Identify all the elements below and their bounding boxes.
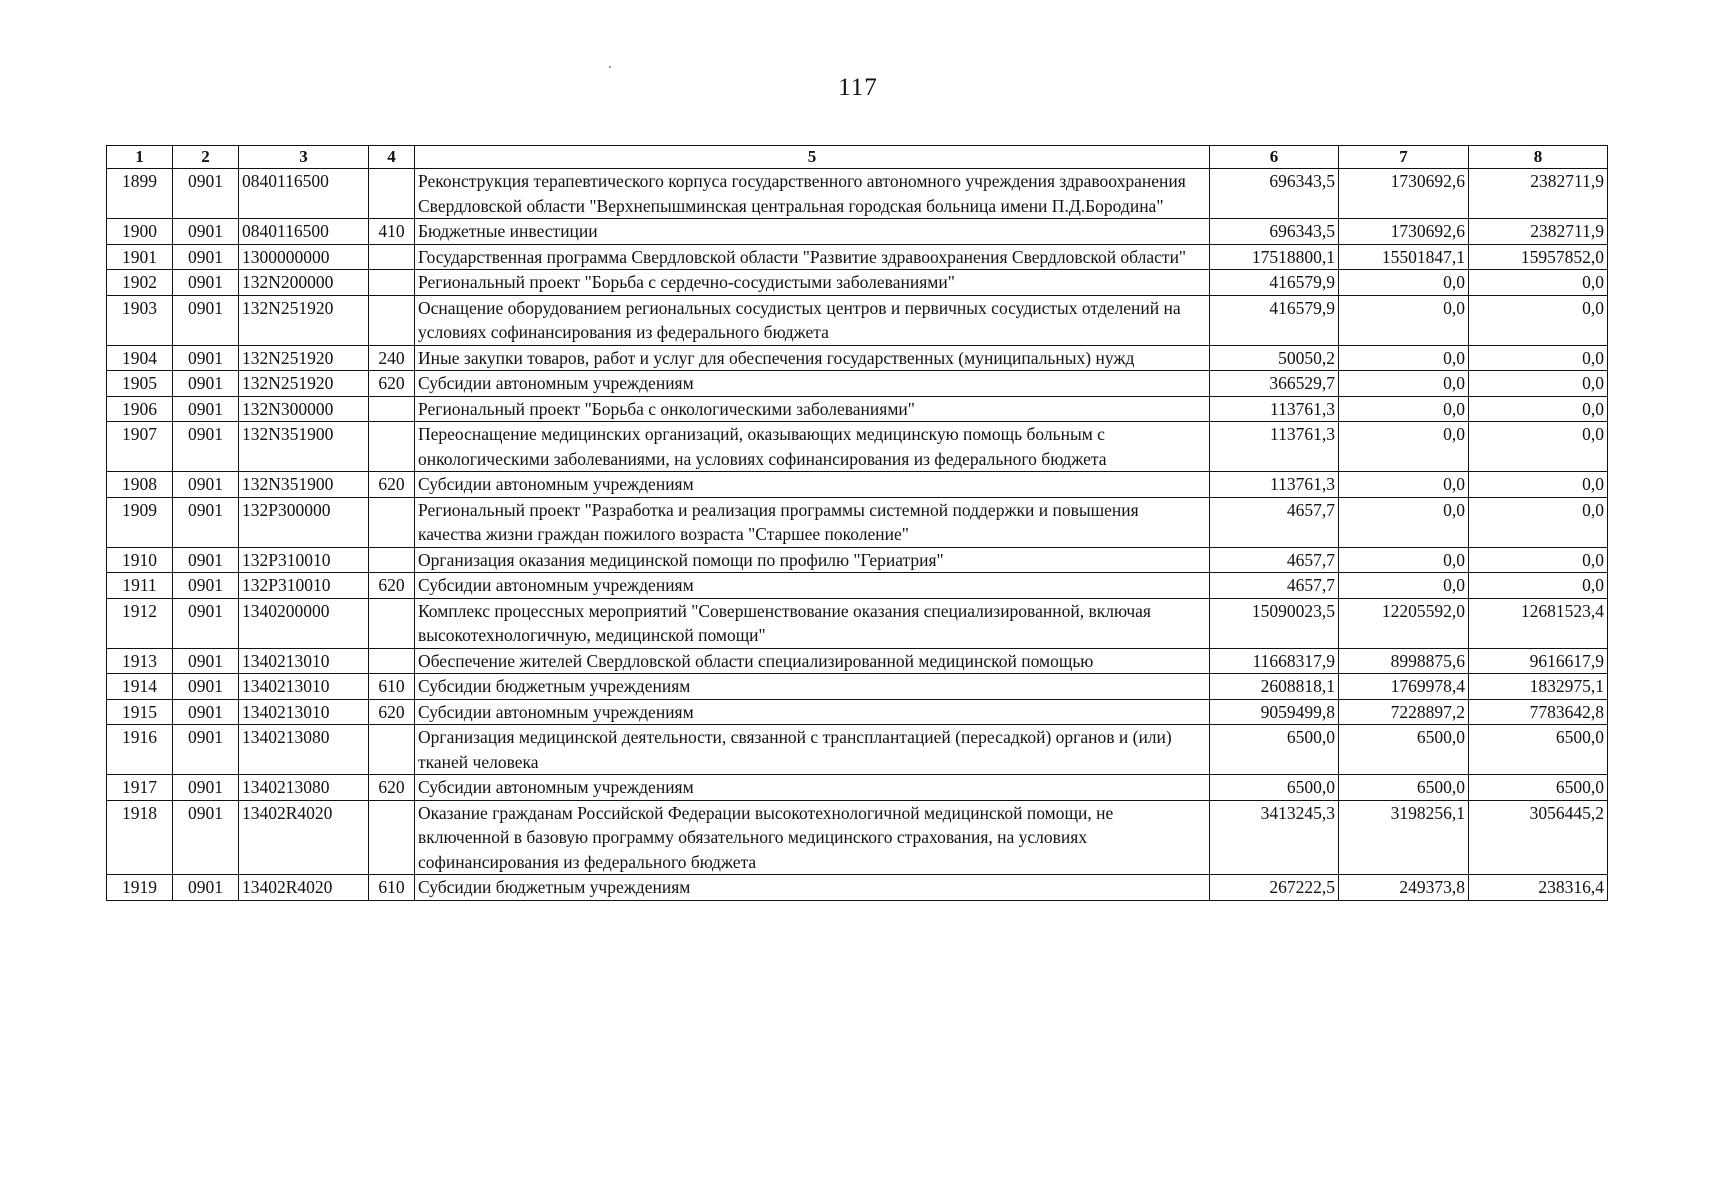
amount-year-3-cell: 0,0 <box>1469 371 1608 397</box>
target-code-cell: 13402R4020 <box>239 875 369 901</box>
table-body <box>107 169 1608 901</box>
row-number-cell: 1899 <box>107 169 173 219</box>
column-header-3: 3 <box>239 146 369 169</box>
target-code-cell: 132N351900 <box>239 422 369 472</box>
amount-year-3-cell: 6500,0 <box>1469 775 1608 801</box>
amount-year-1-cell: 696343,5 <box>1210 219 1339 245</box>
header-row <box>107 146 1608 169</box>
amount-year-1-cell: 2608818,1 <box>1210 674 1339 700</box>
amount-year-3-cell: 0,0 <box>1469 295 1608 345</box>
amount-year-3-cell: 0,0 <box>1469 422 1608 472</box>
table-row <box>107 472 1608 498</box>
amount-year-2-cell: 0,0 <box>1339 573 1469 599</box>
row-number-cell: 1918 <box>107 800 173 875</box>
row-number-cell: 1910 <box>107 547 173 573</box>
target-code-cell: 0840116500 <box>239 169 369 219</box>
amount-year-2-cell: 1730692,6 <box>1339 169 1469 219</box>
amount-year-2-cell: 3198256,1 <box>1339 800 1469 875</box>
section-code-cell: 0901 <box>173 472 239 498</box>
amount-year-2-cell: 0,0 <box>1339 371 1469 397</box>
expense-type-code-cell <box>369 244 415 270</box>
amount-year-1-cell: 11668317,9 <box>1210 648 1339 674</box>
amount-year-3-cell: 6500,0 <box>1469 725 1608 775</box>
section-code-cell: 0901 <box>173 875 239 901</box>
amount-year-1-cell: 366529,7 <box>1210 371 1339 397</box>
amount-year-1-cell: 17518800,1 <box>1210 244 1339 270</box>
row-number-cell: 1905 <box>107 371 173 397</box>
amount-year-3-cell: 0,0 <box>1469 573 1608 599</box>
amount-year-3-cell: 0,0 <box>1469 345 1608 371</box>
amount-year-3-cell: 0,0 <box>1469 497 1608 547</box>
description-cell: Субсидии автономным учреждениям <box>415 573 1210 599</box>
column-header-8: 8 <box>1469 146 1608 169</box>
section-code-cell: 0901 <box>173 345 239 371</box>
description-cell: Комплекс процессных мероприятий "Совершенствование оказания специализированной, включая высокотехнологичную, медицинской помощи" <box>415 598 1210 648</box>
target-code-cell: 132P300000 <box>239 497 369 547</box>
expense-type-code-cell <box>369 422 415 472</box>
amount-year-2-cell: 1730692,6 <box>1339 219 1469 245</box>
table-row <box>107 674 1608 700</box>
expense-type-code-cell: 610 <box>369 674 415 700</box>
amount-year-3-cell: 238316,4 <box>1469 875 1608 901</box>
expense-type-code-cell: 620 <box>369 699 415 725</box>
description-cell: Государственная программа Свердловской области "Развитие здравоохранения Свердловской области" <box>415 244 1210 270</box>
target-code-cell: 1300000000 <box>239 244 369 270</box>
amount-year-1-cell: 416579,9 <box>1210 270 1339 296</box>
scan-speck <box>609 66 611 68</box>
expense-type-code-cell <box>369 725 415 775</box>
expense-type-code-cell: 620 <box>369 573 415 599</box>
description-cell: Субсидии бюджетным учреждениям <box>415 875 1210 901</box>
amount-year-1-cell: 267222,5 <box>1210 875 1339 901</box>
expense-type-code-cell: 620 <box>369 472 415 498</box>
amount-year-3-cell: 1832975,1 <box>1469 674 1608 700</box>
amount-year-1-cell: 6500,0 <box>1210 725 1339 775</box>
amount-year-1-cell: 113761,3 <box>1210 422 1339 472</box>
row-number-cell: 1904 <box>107 345 173 371</box>
expense-type-code-cell: 240 <box>369 345 415 371</box>
target-code-cell: 1340213010 <box>239 674 369 700</box>
amount-year-2-cell: 8998875,6 <box>1339 648 1469 674</box>
description-cell: Региональный проект "Борьба с сердечно-сосудистыми заболеваниями" <box>415 270 1210 296</box>
amount-year-1-cell: 6500,0 <box>1210 775 1339 801</box>
row-number-cell: 1902 <box>107 270 173 296</box>
row-number-cell: 1901 <box>107 244 173 270</box>
amount-year-2-cell: 249373,8 <box>1339 875 1469 901</box>
description-cell: Субсидии автономным учреждениям <box>415 472 1210 498</box>
section-code-cell: 0901 <box>173 674 239 700</box>
target-code-cell: 132N251920 <box>239 345 369 371</box>
column-header-2: 2 <box>173 146 239 169</box>
target-code-cell: 132N251920 <box>239 295 369 345</box>
amount-year-2-cell: 1769978,4 <box>1339 674 1469 700</box>
table-row <box>107 497 1608 547</box>
section-code-cell: 0901 <box>173 699 239 725</box>
section-code-cell: 0901 <box>173 396 239 422</box>
section-code-cell: 0901 <box>173 725 239 775</box>
amount-year-1-cell: 4657,7 <box>1210 573 1339 599</box>
section-code-cell: 0901 <box>173 219 239 245</box>
table-row <box>107 295 1608 345</box>
amount-year-3-cell: 7783642,8 <box>1469 699 1608 725</box>
description-cell: Организация оказания медицинской помощи по профилю "Гериатрия" <box>415 547 1210 573</box>
column-header-6: 6 <box>1210 146 1339 169</box>
section-code-cell: 0901 <box>173 422 239 472</box>
amount-year-3-cell: 2382711,9 <box>1469 219 1608 245</box>
amount-year-2-cell: 0,0 <box>1339 422 1469 472</box>
amount-year-1-cell: 50050,2 <box>1210 345 1339 371</box>
table-row <box>107 875 1608 901</box>
amount-year-2-cell: 6500,0 <box>1339 775 1469 801</box>
target-code-cell: 1340213010 <box>239 699 369 725</box>
amount-year-3-cell: 9616617,9 <box>1469 648 1608 674</box>
target-code-cell: 132P310010 <box>239 573 369 599</box>
table-row <box>107 573 1608 599</box>
amount-year-1-cell: 113761,3 <box>1210 472 1339 498</box>
row-number-cell: 1919 <box>107 875 173 901</box>
expense-type-code-cell <box>369 295 415 345</box>
expense-type-code-cell: 410 <box>369 219 415 245</box>
section-code-cell: 0901 <box>173 598 239 648</box>
expense-type-code-cell <box>369 497 415 547</box>
section-code-cell: 0901 <box>173 497 239 547</box>
table-row <box>107 598 1608 648</box>
amount-year-2-cell: 12205592,0 <box>1339 598 1469 648</box>
amount-year-2-cell: 0,0 <box>1339 497 1469 547</box>
target-code-cell: 1340213010 <box>239 648 369 674</box>
expense-type-code-cell <box>369 547 415 573</box>
amount-year-2-cell: 15501847,1 <box>1339 244 1469 270</box>
section-code-cell: 0901 <box>173 169 239 219</box>
section-code-cell: 0901 <box>173 800 239 875</box>
description-cell: Оказание гражданам Российской Федерации высокотехнологичной медицинской помощи, не включенной в базовую программу обязательного медицинского страхования, на условиях софинансирования из федерального бюджета <box>415 800 1210 875</box>
section-code-cell: 0901 <box>173 270 239 296</box>
table-row <box>107 371 1608 397</box>
description-cell: Субсидии бюджетным учреждениям <box>415 674 1210 700</box>
row-number-cell: 1900 <box>107 219 173 245</box>
expense-type-code-cell <box>369 648 415 674</box>
description-cell: Субсидии автономным учреждениям <box>415 775 1210 801</box>
description-cell: Оснащение оборудованием региональных сосудистых центров и первичных сосудистых отделений на условиях софинансирования из федерального бюджета <box>415 295 1210 345</box>
target-code-cell: 0840116500 <box>239 219 369 245</box>
amount-year-2-cell: 0,0 <box>1339 472 1469 498</box>
page-number: 117 <box>838 74 878 101</box>
description-cell: Региональный проект "Борьба с онкологическими заболеваниями" <box>415 396 1210 422</box>
amount-year-1-cell: 416579,9 <box>1210 295 1339 345</box>
row-number-cell: 1912 <box>107 598 173 648</box>
target-code-cell: 1340213080 <box>239 725 369 775</box>
section-code-cell: 0901 <box>173 547 239 573</box>
target-code-cell: 132N351900 <box>239 472 369 498</box>
expense-type-code-cell: 620 <box>369 775 415 801</box>
row-number-cell: 1908 <box>107 472 173 498</box>
table-row <box>107 648 1608 674</box>
row-number-cell: 1906 <box>107 396 173 422</box>
amount-year-3-cell: 0,0 <box>1469 547 1608 573</box>
amount-year-1-cell: 3413245,3 <box>1210 800 1339 875</box>
amount-year-3-cell: 0,0 <box>1469 472 1608 498</box>
section-code-cell: 0901 <box>173 573 239 599</box>
amount-year-3-cell: 12681523,4 <box>1469 598 1608 648</box>
amount-year-2-cell: 7228897,2 <box>1339 699 1469 725</box>
table-row <box>107 345 1608 371</box>
amount-year-3-cell: 0,0 <box>1469 270 1608 296</box>
table-row <box>107 270 1608 296</box>
section-code-cell: 0901 <box>173 775 239 801</box>
amount-year-2-cell: 0,0 <box>1339 345 1469 371</box>
section-code-cell: 0901 <box>173 648 239 674</box>
table-row <box>107 547 1608 573</box>
row-number-cell: 1916 <box>107 725 173 775</box>
column-header-4: 4 <box>369 146 415 169</box>
amount-year-2-cell: 0,0 <box>1339 547 1469 573</box>
row-number-cell: 1914 <box>107 674 173 700</box>
amount-year-3-cell: 3056445,2 <box>1469 800 1608 875</box>
description-cell: Реконструкция терапевтического корпуса государственного автономного учреждения здравоохранения Свердловской области "Верхнепышминская центральная городская больница имени П.Д.Бородина" <box>415 169 1210 219</box>
row-number-cell: 1909 <box>107 497 173 547</box>
target-code-cell: 132N300000 <box>239 396 369 422</box>
section-code-cell: 0901 <box>173 244 239 270</box>
table-row <box>107 800 1608 875</box>
amount-year-2-cell: 0,0 <box>1339 396 1469 422</box>
table-row <box>107 169 1608 219</box>
description-cell: Обеспечение жителей Свердловской области специализированной медицинской помощью <box>415 648 1210 674</box>
amount-year-3-cell: 2382711,9 <box>1469 169 1608 219</box>
target-code-cell: 13402R4020 <box>239 800 369 875</box>
expense-type-code-cell: 620 <box>369 371 415 397</box>
expense-type-code-cell <box>369 270 415 296</box>
expense-type-code-cell: 610 <box>369 875 415 901</box>
column-header-5: 5 <box>415 146 1210 169</box>
description-cell: Региональный проект "Разработка и реализация программы системной поддержки и повышения качества жизни граждан пожилого возраста "Старшее поколение" <box>415 497 1210 547</box>
row-number-cell: 1907 <box>107 422 173 472</box>
amount-year-1-cell: 113761,3 <box>1210 396 1339 422</box>
amount-year-3-cell: 0,0 <box>1469 396 1608 422</box>
table-row <box>107 775 1608 801</box>
row-number-cell: 1915 <box>107 699 173 725</box>
expense-type-code-cell <box>369 598 415 648</box>
amount-year-1-cell: 15090023,5 <box>1210 598 1339 648</box>
description-cell: Организация медицинской деятельности, связанной с трансплантацией (пересадкой) органов и (или) тканей человека <box>415 725 1210 775</box>
amount-year-2-cell: 6500,0 <box>1339 725 1469 775</box>
budget-table <box>106 145 1608 901</box>
row-number-cell: 1911 <box>107 573 173 599</box>
target-code-cell: 132P310010 <box>239 547 369 573</box>
table-row <box>107 422 1608 472</box>
row-number-cell: 1917 <box>107 775 173 801</box>
description-cell: Субсидии автономным учреждениям <box>415 371 1210 397</box>
table-row <box>107 244 1608 270</box>
amount-year-1-cell: 4657,7 <box>1210 547 1339 573</box>
table-row <box>107 699 1608 725</box>
amount-year-1-cell: 696343,5 <box>1210 169 1339 219</box>
amount-year-3-cell: 15957852,0 <box>1469 244 1608 270</box>
amount-year-1-cell: 9059499,8 <box>1210 699 1339 725</box>
description-cell: Субсидии автономным учреждениям <box>415 699 1210 725</box>
amount-year-2-cell: 0,0 <box>1339 270 1469 296</box>
table-row <box>107 219 1608 245</box>
amount-year-2-cell: 0,0 <box>1339 295 1469 345</box>
expense-type-code-cell <box>369 169 415 219</box>
expense-type-code-cell <box>369 800 415 875</box>
target-code-cell: 1340213080 <box>239 775 369 801</box>
row-number-cell: 1903 <box>107 295 173 345</box>
target-code-cell: 1340200000 <box>239 598 369 648</box>
row-number-cell: 1913 <box>107 648 173 674</box>
expense-type-code-cell <box>369 396 415 422</box>
table-row <box>107 725 1608 775</box>
description-cell: Переоснащение медицинских организаций, оказывающих медицинскую помощь больным с онкологическими заболеваниями, на условиях софинансирования из федерального бюджета <box>415 422 1210 472</box>
description-cell: Иные закупки товаров, работ и услуг для обеспечения государственных (муниципальных) нужд <box>415 345 1210 371</box>
target-code-cell: 132N200000 <box>239 270 369 296</box>
column-header-7: 7 <box>1339 146 1469 169</box>
section-code-cell: 0901 <box>173 371 239 397</box>
table-row <box>107 396 1608 422</box>
column-header-1: 1 <box>107 146 173 169</box>
target-code-cell: 132N251920 <box>239 371 369 397</box>
description-cell: Бюджетные инвестиции <box>415 219 1210 245</box>
section-code-cell: 0901 <box>173 295 239 345</box>
amount-year-1-cell: 4657,7 <box>1210 497 1339 547</box>
